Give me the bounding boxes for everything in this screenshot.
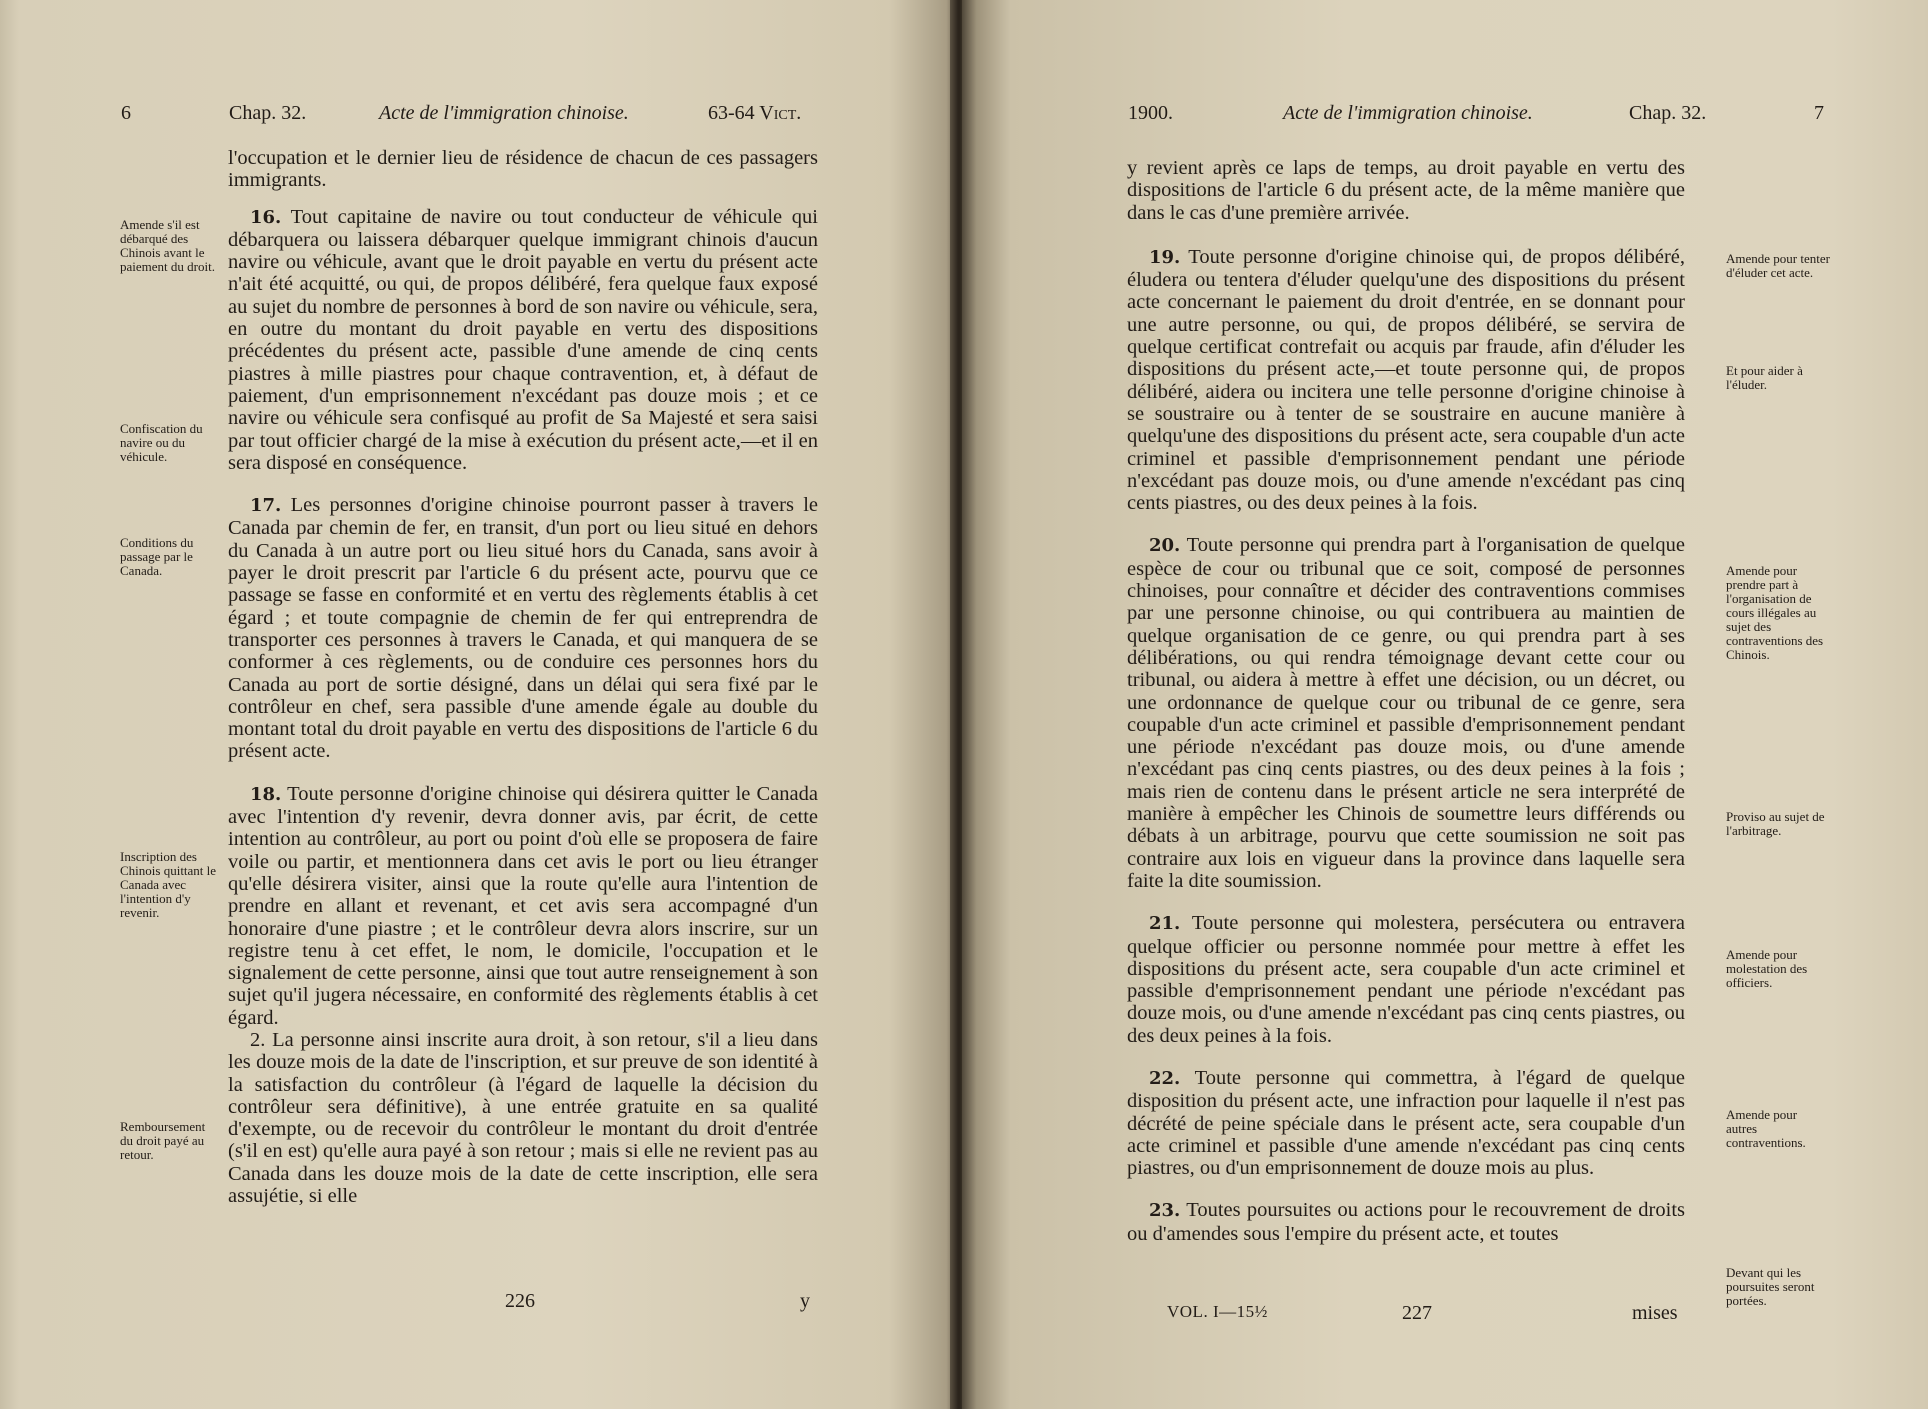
section-text: Toute personne d'origine chinoise qui, de propos délibéré, éludera ou tentera d'éluder quelqu'une des dispositions du présent acte concernant le paiement du droit d'entrée, en se donnant pour une autre personne, ou qui, de propos délibéré, se servira de quelque certificat contrefait ou acquis par fraude, afin d'éluder les dispositions du présent acte,—et toute personne qui, de propos délibéré, aidera ou incitera une telle personne d'origine chinoise à se soustraire ou à tenter de se soustraire en aucune manière à quelqu'une des dispositions du présent acte, sera coupable d'un acte criminel et passible d'emprisonnement pendant une période n'excédant pas douze mois, ou d'une amende n'excédant pas cinq cents piastres, ou des deux peines à la fois.: [1127, 245, 1685, 515]
section-number: 17.: [250, 495, 282, 517]
right-running-title: Acte de l'immigration chinoise.: [1283, 102, 1533, 124]
right-opening-paragraph: y revient après ce laps de temps, au droit payable en vertu des dispositions de l'article 6 du présent acte, de la même manière que dans le cas d'une première arrivée.: [1127, 157, 1685, 224]
margin-note: Amende pour prendre part à l'organisation de cours illégales au sujet des contraventions des Chinois.: [1726, 563, 1824, 662]
margin-note: Et pour aider à l'éluder.: [1726, 363, 1803, 392]
right-body-text: [1127, 157, 1685, 1245]
left-chap-label: Chap. 32.: [229, 102, 307, 124]
margin-note: Conditions du passage par le Canada.: [120, 535, 194, 578]
section-number: 23.: [1149, 1200, 1181, 1222]
section-number: 16.: [250, 206, 282, 228]
section-number: 18.: [250, 783, 282, 805]
section-18-subsection-2: 2. La personne ainsi inscrite aura droit, à son retour, s'il a lieu dans les douze mois de la date de l'inscription, et sur preuve de son identité à la satisfaction du contrôleur (à l'égard de laquelle la décision du contrôleur sera définitive), à une entrée gratuite en sa qualité d'exempte, ou de recevoir du contrôleur le montant du droit d'entrée (s'il en est) qu'elle aura payé à son retour ; mais si elle ne revient pas au Canada dans les douze mois de la date de cette inscription, elle sera assujétie, si elle: [228, 1028, 818, 1208]
right-folio: 227: [1402, 1302, 1432, 1324]
margin-note: Amende pour molestation des officiers.: [1726, 947, 1808, 990]
section-18: [228, 783, 818, 1029]
section-19: [1127, 246, 1685, 515]
section-text: Toute personne qui commettra, à l'égard de quelque disposition du présent acte, une infraction pour laquelle il n'est pas décrété de peine spéciale dans le présent acte, sera coupable d'un acte criminel et passible d'une amende n'excédant pas cinq cents piastres, ou d'un emprisonnement de douze mois au plus.: [1127, 1066, 1685, 1180]
left-opening-paragraph: l'occupation et le dernier lieu de résidence de chacun de ces passagers immigrants.: [228, 147, 818, 192]
left-page-number: 6: [121, 102, 131, 124]
right-year: 1900.: [1128, 102, 1173, 124]
section-text: Toute personne qui prendra part à l'organisation de quelque espèce de cour ou tribunal que ce soit, composé de personnes chinoises, pour connaître et décider des contraventions commises par une personne chinoise, ou qui contribuera au maintien de quelque organisation de ce genre, ou qui prendra part à ses délibérations, ou qui rendra témoignage devant cette cour ou tribunal, ou aidera à mettre à effet une décision, ou un décret, ou une ordonnance de quelque cour ou tribunal de ce genre, sera coupable d'un acte criminel et passible d'emprisonnement pendant une période n'excédant pas douze mois, ou d'une amende n'excédant pas cinq cents piastres, ou des deux peines à la fois ; mais rien de contenu dans le présent article ne sera interprété de manière à empêcher les Chinois de soumettre leurs différends ou débats à un arbitrage, pourvu que cette soumission ne soit pas contraire aux lois en vigueur dans la province dans laquelle sera faite la dite soumission.: [1127, 534, 1685, 892]
margin-note: Confiscation du navire ou du véhicule.: [120, 421, 203, 464]
left-page: [0, 0, 956, 1409]
margin-note: Proviso au sujet de l'arbitrage.: [1726, 809, 1825, 838]
margin-note: Devant qui les poursuites seront portées.: [1726, 1265, 1815, 1308]
left-regnal-year: 63-64 Vict.: [708, 102, 802, 124]
margin-note: Amende pour tenter d'éluder cet acte.: [1726, 251, 1830, 280]
section-text: Toutes poursuites ou actions pour le recouvrement de droits ou d'amendes sous l'empire du présent acte, et toutes: [1127, 1199, 1685, 1245]
section-17: [228, 494, 818, 763]
margin-note: Remboursement du droit payé au retour.: [120, 1119, 206, 1162]
section-23: [1127, 1199, 1685, 1245]
section-number: 19.: [1149, 246, 1181, 268]
section-number: 21.: [1149, 913, 1181, 935]
right-page-number: 7: [1814, 102, 1824, 124]
section-number: 20.: [1149, 535, 1181, 557]
section-20: [1127, 534, 1685, 892]
section-22: [1127, 1067, 1685, 1179]
right-page: [962, 0, 1928, 1409]
left-body-text: [228, 147, 818, 1207]
right-catchword: mises: [1632, 1302, 1678, 1324]
left-running-title: Acte de l'immigration chinoise.: [379, 102, 629, 124]
section-number: 22.: [1149, 1067, 1181, 1089]
right-chap-label: Chap. 32.: [1629, 102, 1707, 124]
left-catchword: y: [800, 1290, 810, 1312]
section-text: Toute personne qui molestera, persécutera ou entravera quelque officier ou personne nommée pour mettre à effet les dispositions du présent acte, sera coupable d'un acte criminel et passible d'emprisonnement pendant une période n'excédant pas douze mois, ou d'une amende n'excédant pas cinq cents piastres, ou des deux peines à la fois.: [1127, 912, 1685, 1047]
left-folio: 226: [505, 1290, 535, 1312]
section-text: Toute personne d'origine chinoise qui désirera quitter le Canada avec l'intention d'y revenir, devra donner avis, par écrit, de cette intention au contrôleur, au port ou point d'où elle se proposera de faire voile ou partir, et mentionnera dans cet avis le port ou lieu étranger qu'elle désirera visiter, ainsi que la route qu'elle aura l'intention de prendre en allant et revenant, et cet avis sera accompagné d'un honoraire d'une piastre ; et le contrôleur devra alors inscrire, sur un registre tenu à cet effet, le nom, le domicile, l'occupation et le signalement de cette personne, ainsi que tout autre renseignement à son sujet qu'il jugera nécessaire, en conformité des règlements établis à cet égard.: [228, 782, 818, 1029]
margin-note: Amende s'il est débarqué des Chinois avant le paiement du droit.: [120, 217, 215, 274]
margin-note: Inscription des Chinois quittant le Canada avec l'intention d'y revenir.: [120, 849, 217, 920]
section-text: Les personnes d'origine chinoise pourront passer à travers le Canada par chemin de fer, en transit, d'un port ou lieu situé en dehors du Canada à un autre port ou lieu situé hors du Canada, sans avoir à payer le droit prescrit par l'article 6 du présent acte, pourvu que ce passage se fasse en conformité et en vertu des règlements établis à cet égard ; et toute compagnie de chemin de fer qui entreprendra de transporter ces personnes à travers le Canada, et qui manquera de se conformer à ces règlements, ou de conduire ces personnes hors du Canada au port de sortie désigné, dans un délai qui sera fixé par le contrôleur en chef, sera passible d'une amende égale au double du montant total du droit payable en vertu des dispositions de l'article 6 du présent acte.: [228, 494, 819, 763]
section-text: Tout capitaine de navire ou tout conducteur de véhicule qui débarquera ou laissera débarquer quelque immigrant chinois d'aucun navire ou véhicule, avant que le droit payable en vertu du présent acte n'ait été acquitté, ou qui, de propos délibéré, fera quelque faux exposé au sujet du nombre de personnes à bord de son navire ou véhicule, sera, en outre du montant du droit payable en vertu des dispositions précédentes du présent acte, passible d'une amende de cinq cents piastres à mille piastres pour chaque contravention, et, à défaut de paiement, d'un emprisonnement n'excédant pas douze mois ; et ce navire ou véhicule sera confisqué au profit de Sa Majesté et sera saisi par tout officier chargé de la mise à exécution du présent acte,—et il en sera disposé en conséquence.: [228, 205, 818, 474]
printer-signature: VOL. I—15½: [1167, 1302, 1268, 1321]
section-16: [228, 206, 818, 475]
section-21: [1127, 912, 1685, 1047]
margin-note: Amende pour autres contraventions.: [1726, 1107, 1806, 1150]
